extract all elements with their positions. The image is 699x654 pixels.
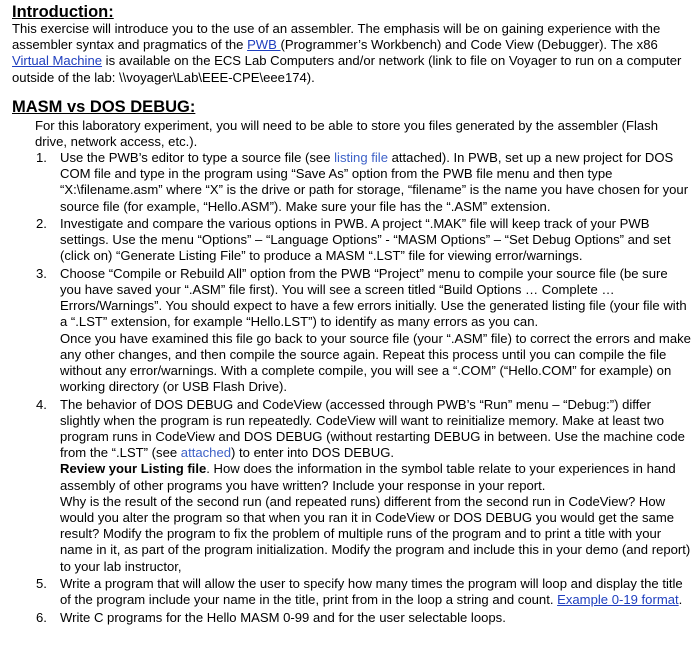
steps-list xyxy=(12,150,692,627)
introduction-paragraph xyxy=(12,21,684,86)
introduction-heading: Introduction: xyxy=(12,3,114,21)
list-item xyxy=(12,397,692,575)
item-text: Write C programs for the Hello MASM 0-99 and for the user selectable loops. xyxy=(60,609,506,625)
masm-lead-paragraph: For this laboratory experiment, you will need to be able to store you files generated by the assembler (Flash drive, network access, etc.). xyxy=(35,118,659,150)
item-text: ) to enter into DOS DEBUG. xyxy=(231,445,395,461)
item-text: . xyxy=(678,592,683,608)
list-item xyxy=(12,610,692,626)
list-item xyxy=(12,150,692,215)
item-text: . How does the information in the symbol table relate to your experiences in hand assembly of other programs you have written? Include your response in your report. xyxy=(60,461,676,493)
example-format-link[interactable]: Example 0-19 format xyxy=(557,592,679,608)
item-text: attached). In PWB, set up a new project for DOS COM file and type in the program using “Save As” option from the PWB file menu and then type “X:\filename.asm” where “X” is the drive or path for storage, “filename” is the name you have chosen for your source file (for example, “Hello.ASM”). Make sure your file has the “.ASM” extension. xyxy=(60,150,689,214)
intro-text-2: (Programmer’s Workbench) and Code View (Debugger). The x86 xyxy=(280,37,658,53)
item-number: 6. xyxy=(36,609,47,625)
item-number: 1. xyxy=(36,150,47,165)
list-item xyxy=(12,266,692,396)
item-text: Investigate and compare the various options in PWB. A project “.MAK” file will keep track of your PWB settings. Use the menu “Options” – “Language Options” - “MASM Options” – “Set Debug Options” and set (click on) “Generate Listing File” to produce a MASM “.LST” file for viewing error/warnings. xyxy=(60,216,671,264)
list-item xyxy=(12,216,692,265)
intro-text-3: is available on the ECS Lab Computers and/or network (link to file on Voyager to run on a computer outside of the lab: \\voyager\Lab\EEE-CPE\eee174). xyxy=(12,53,682,85)
intro-text-1: This exercise will introduce you to the use of an assembler. The emphasis will be on gaining experience with the assembler syntax and pragmatics of the xyxy=(12,21,661,53)
list-item xyxy=(12,576,692,608)
masm-vs-dos-debug-heading: MASM vs DOS DEBUG: xyxy=(12,98,196,116)
item-text: Why is the result of the second run (and repeated runs) different from the second run in CodeView? How would you alter the program so that when you ran it in CodeView or DOS DEBUG you would get the same result? Modify the program to fix the problem of multiple runs of the program and to print a title with your name in it, as part of the program initialization. Modify the program and include this in your demo (and report) to your lab instructor, xyxy=(60,493,691,574)
item-number: 5. xyxy=(36,576,47,592)
item-text: Once you have examined this file go back to your source file (your “.ASM” file) to correct the errors and make any other changes, and then compile the source again. Repeat this process until you can compile the file without any error/warnings. With a complete compile, you will see a “.COM” (“Hello.COM” for example) on working directory (or USB Flash Drive). xyxy=(60,330,691,395)
item-text: The behavior of DOS DEBUG and CodeView (accessed through PWB’s “Run” menu – “Debug:”) differ slightly when the program is run repeatedly. CodeView will want to reinitialize memory. Make at least two program runs in CodeView and DOS DEBUG (without restarting DEBUG in between. Use the machine code from the “.LST” (see xyxy=(60,396,685,461)
item-number: 4. xyxy=(36,396,47,412)
review-paragraph xyxy=(60,461,692,493)
item-number: 2. xyxy=(36,216,47,231)
item-text: Use the PWB’s editor to type a source file (see xyxy=(60,150,335,165)
review-listing-bold: Review your Listing file xyxy=(60,461,207,477)
virtual-machine-link[interactable]: Virtual Machine xyxy=(12,53,103,69)
attached-link[interactable]: attached xyxy=(180,445,232,461)
item-text: Choose “Compile or Rebuild All” option from the PWB “Project” menu to compile your source file (be sure you have saved your “.ASM” file first). You will see a screen titled “Build Options … Complete … Errors/Warnings”. You should expect to have a few errors initially. Use the generated listing file (your file with a “.LST” extension, for example “Hello.LST”) to identify as many errors as you can. xyxy=(60,265,687,330)
listing-file-link[interactable]: listing file xyxy=(334,150,388,165)
item-number: 3. xyxy=(36,265,47,281)
pwb-link[interactable]: PWB xyxy=(247,37,281,53)
item-text: Write a program that will allow the user to specify how many times the program will loop and display the title of the program include your name in the title, print from in the loop a string and count. xyxy=(60,576,683,608)
